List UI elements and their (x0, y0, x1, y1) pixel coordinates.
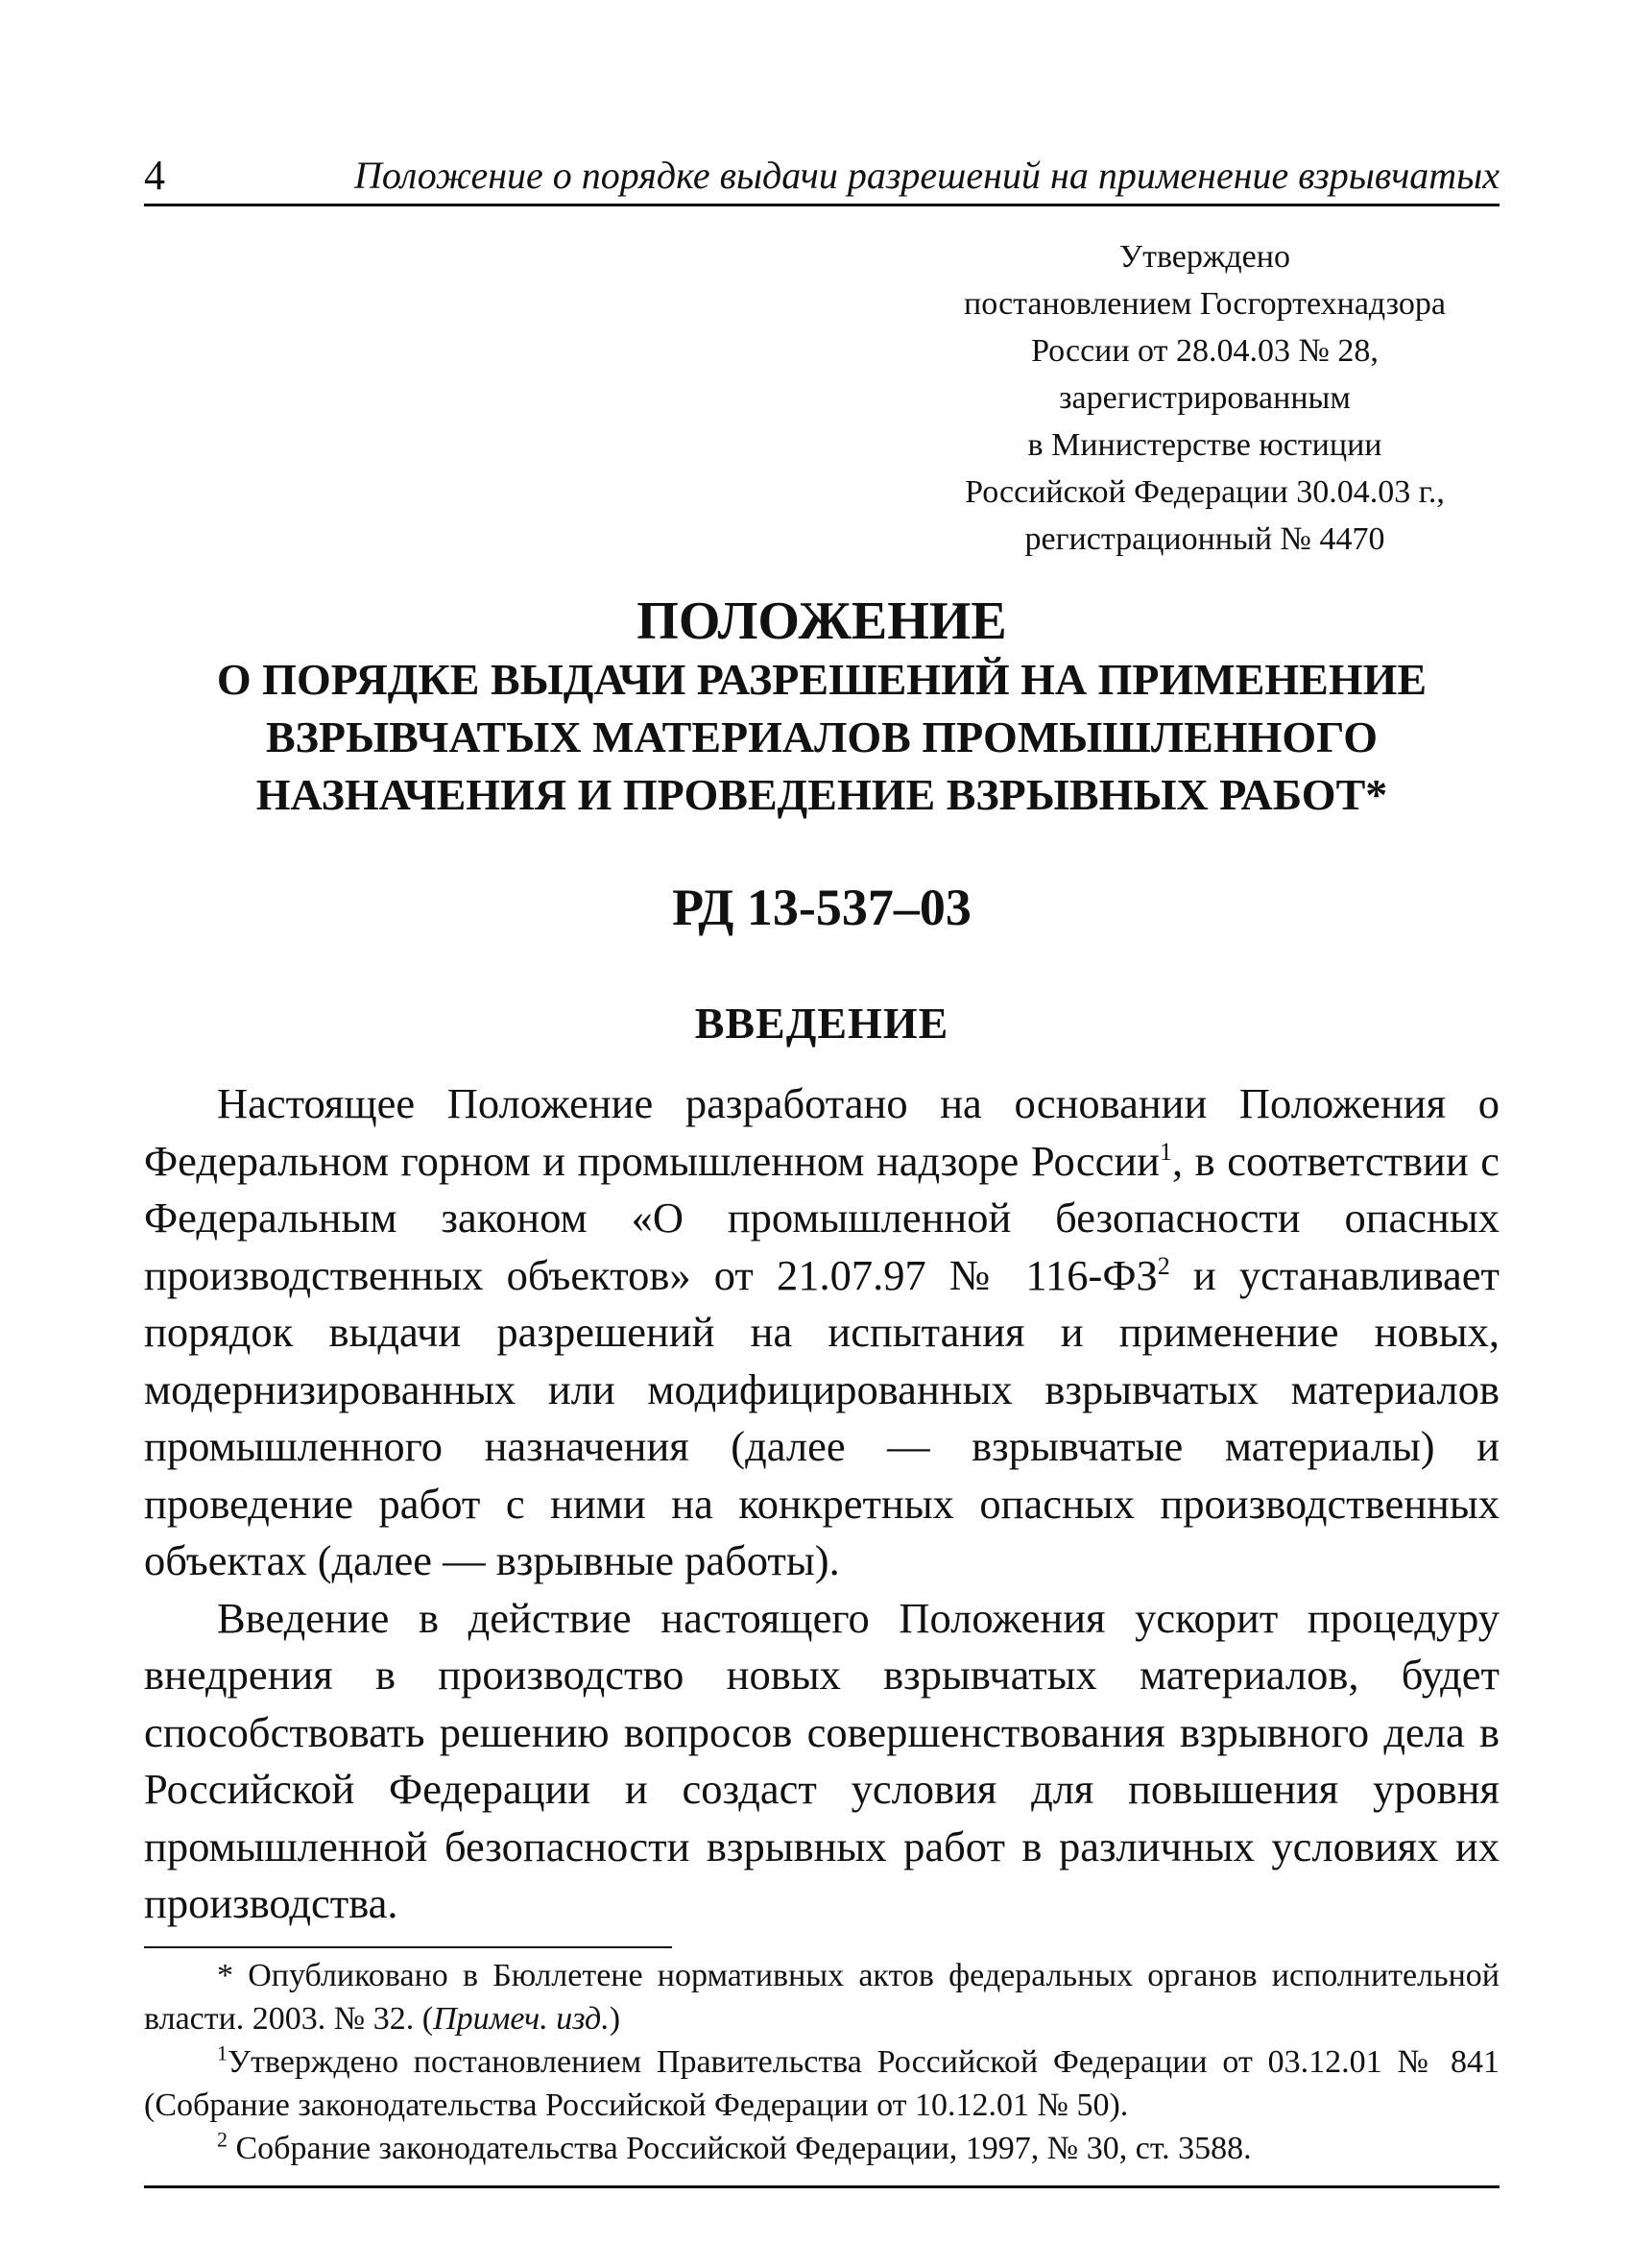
footnote-reference[interactable]: 2 (1157, 1251, 1170, 1280)
footnote-text: Собрание законодательства Российской Федерации, 1997, № 30, ст. 3588. (228, 2130, 1252, 2166)
footnote-text: Утверждено постановлением Правительства Российской Федерации от 03.12.01 № 841 (Собрание законодательства Российской Федерации от 10.12.01 № 50). (144, 2043, 1500, 2123)
page-number: 4 (144, 152, 165, 199)
approval-line: зарегистрированным (1059, 380, 1351, 416)
approval-block (912, 233, 1498, 563)
document-code: РД 13-537–03 (672, 879, 972, 936)
paragraph: Введение в действие настоящего Положения ускорит процедуру внедрения в производство новых взрывчатых материалов, будет способствовать решению вопросов совершенствования взрывного дела в Российской Федерации и создаст условия для повышения уровня промышленной безопасности взрывных работ в различных условиях их производства. (144, 1593, 1500, 1927)
approval-line: постановлением Госгортехнадзора (964, 286, 1446, 322)
footnote-1 (144, 2040, 1500, 2127)
bottom-divider (144, 2185, 1500, 2188)
footnote-mark: 2 (217, 2127, 228, 2152)
footnote-2 (144, 2127, 1500, 2170)
approval-line: регистрационный № 4470 (1024, 521, 1385, 557)
approval-line: в Министерстве юстиции (1027, 427, 1382, 463)
subtitle-line: НАЗНАЧЕНИЯ И ПРОВЕДЕНИЕ ВЗРЫВНЫХ РАБОТ* (255, 770, 1388, 819)
paragraph-text: Настоящее Положение разработано на основании Положения о Федеральном горном и промышленном надзоре России (144, 1079, 1500, 1185)
paragraph-text: и устанавливает порядок выдачи разрешений на испытания и применение новых, модернизированных или модифицированных взрывчатых материалов промышленного назначения (далее — взрывчатые материалы) и проведение работ с ними на конкретных опасных производственных объектах (далее — взрывные работы). (144, 1250, 1500, 1584)
section-heading: ВВЕДЕНИЕ (694, 999, 949, 1048)
approval-line: Утверждено (1119, 239, 1290, 275)
document-page (144, 144, 1500, 2188)
footnote-mark: 1 (217, 2040, 228, 2065)
running-header (144, 144, 1500, 206)
footnote-text: * Опубликовано в Бюллетене нормативных актов федеральных органов исполнительной власти. 2003. № 32. ( (144, 1957, 1500, 2037)
subtitle-line: О ПОРЯДКЕ ВЫДАЧИ РАЗРЕШЕНИЙ НА ПРИМЕНЕНИЕ (216, 655, 1428, 704)
document-subtitle (144, 651, 1500, 824)
footnote-reference[interactable]: 1 (1159, 1137, 1172, 1166)
footnote-editor-note: Примеч. изд. (433, 2000, 610, 2037)
approval-line: России от 28.04.03 № 28, (1031, 333, 1379, 369)
footnote-star (144, 1954, 1500, 2040)
document-title: ПОЛОЖЕНИЕ (636, 591, 1007, 651)
footnotes (144, 1946, 1500, 2170)
paragraph (144, 1075, 1500, 1590)
footnote-text: ) (609, 2000, 621, 2037)
running-title: Положение о порядке выдачи разрешений на применение взрывчатых (353, 154, 1500, 197)
paragraph-text: , в соответствии с Федеральным законом «О промышленной безопасности опасных производственных объектов» от 21.07.97 № 116-ФЗ (144, 1136, 1500, 1299)
body-text (144, 1075, 1500, 1933)
footnote-divider (144, 1946, 672, 1948)
approval-line: Российской Федерации 30.04.03 г., (965, 474, 1445, 510)
subtitle-line: ВЗРЫВЧАТЫХ МАТЕРИАЛОВ ПРОМЫШЛЕННОГО (265, 712, 1379, 761)
